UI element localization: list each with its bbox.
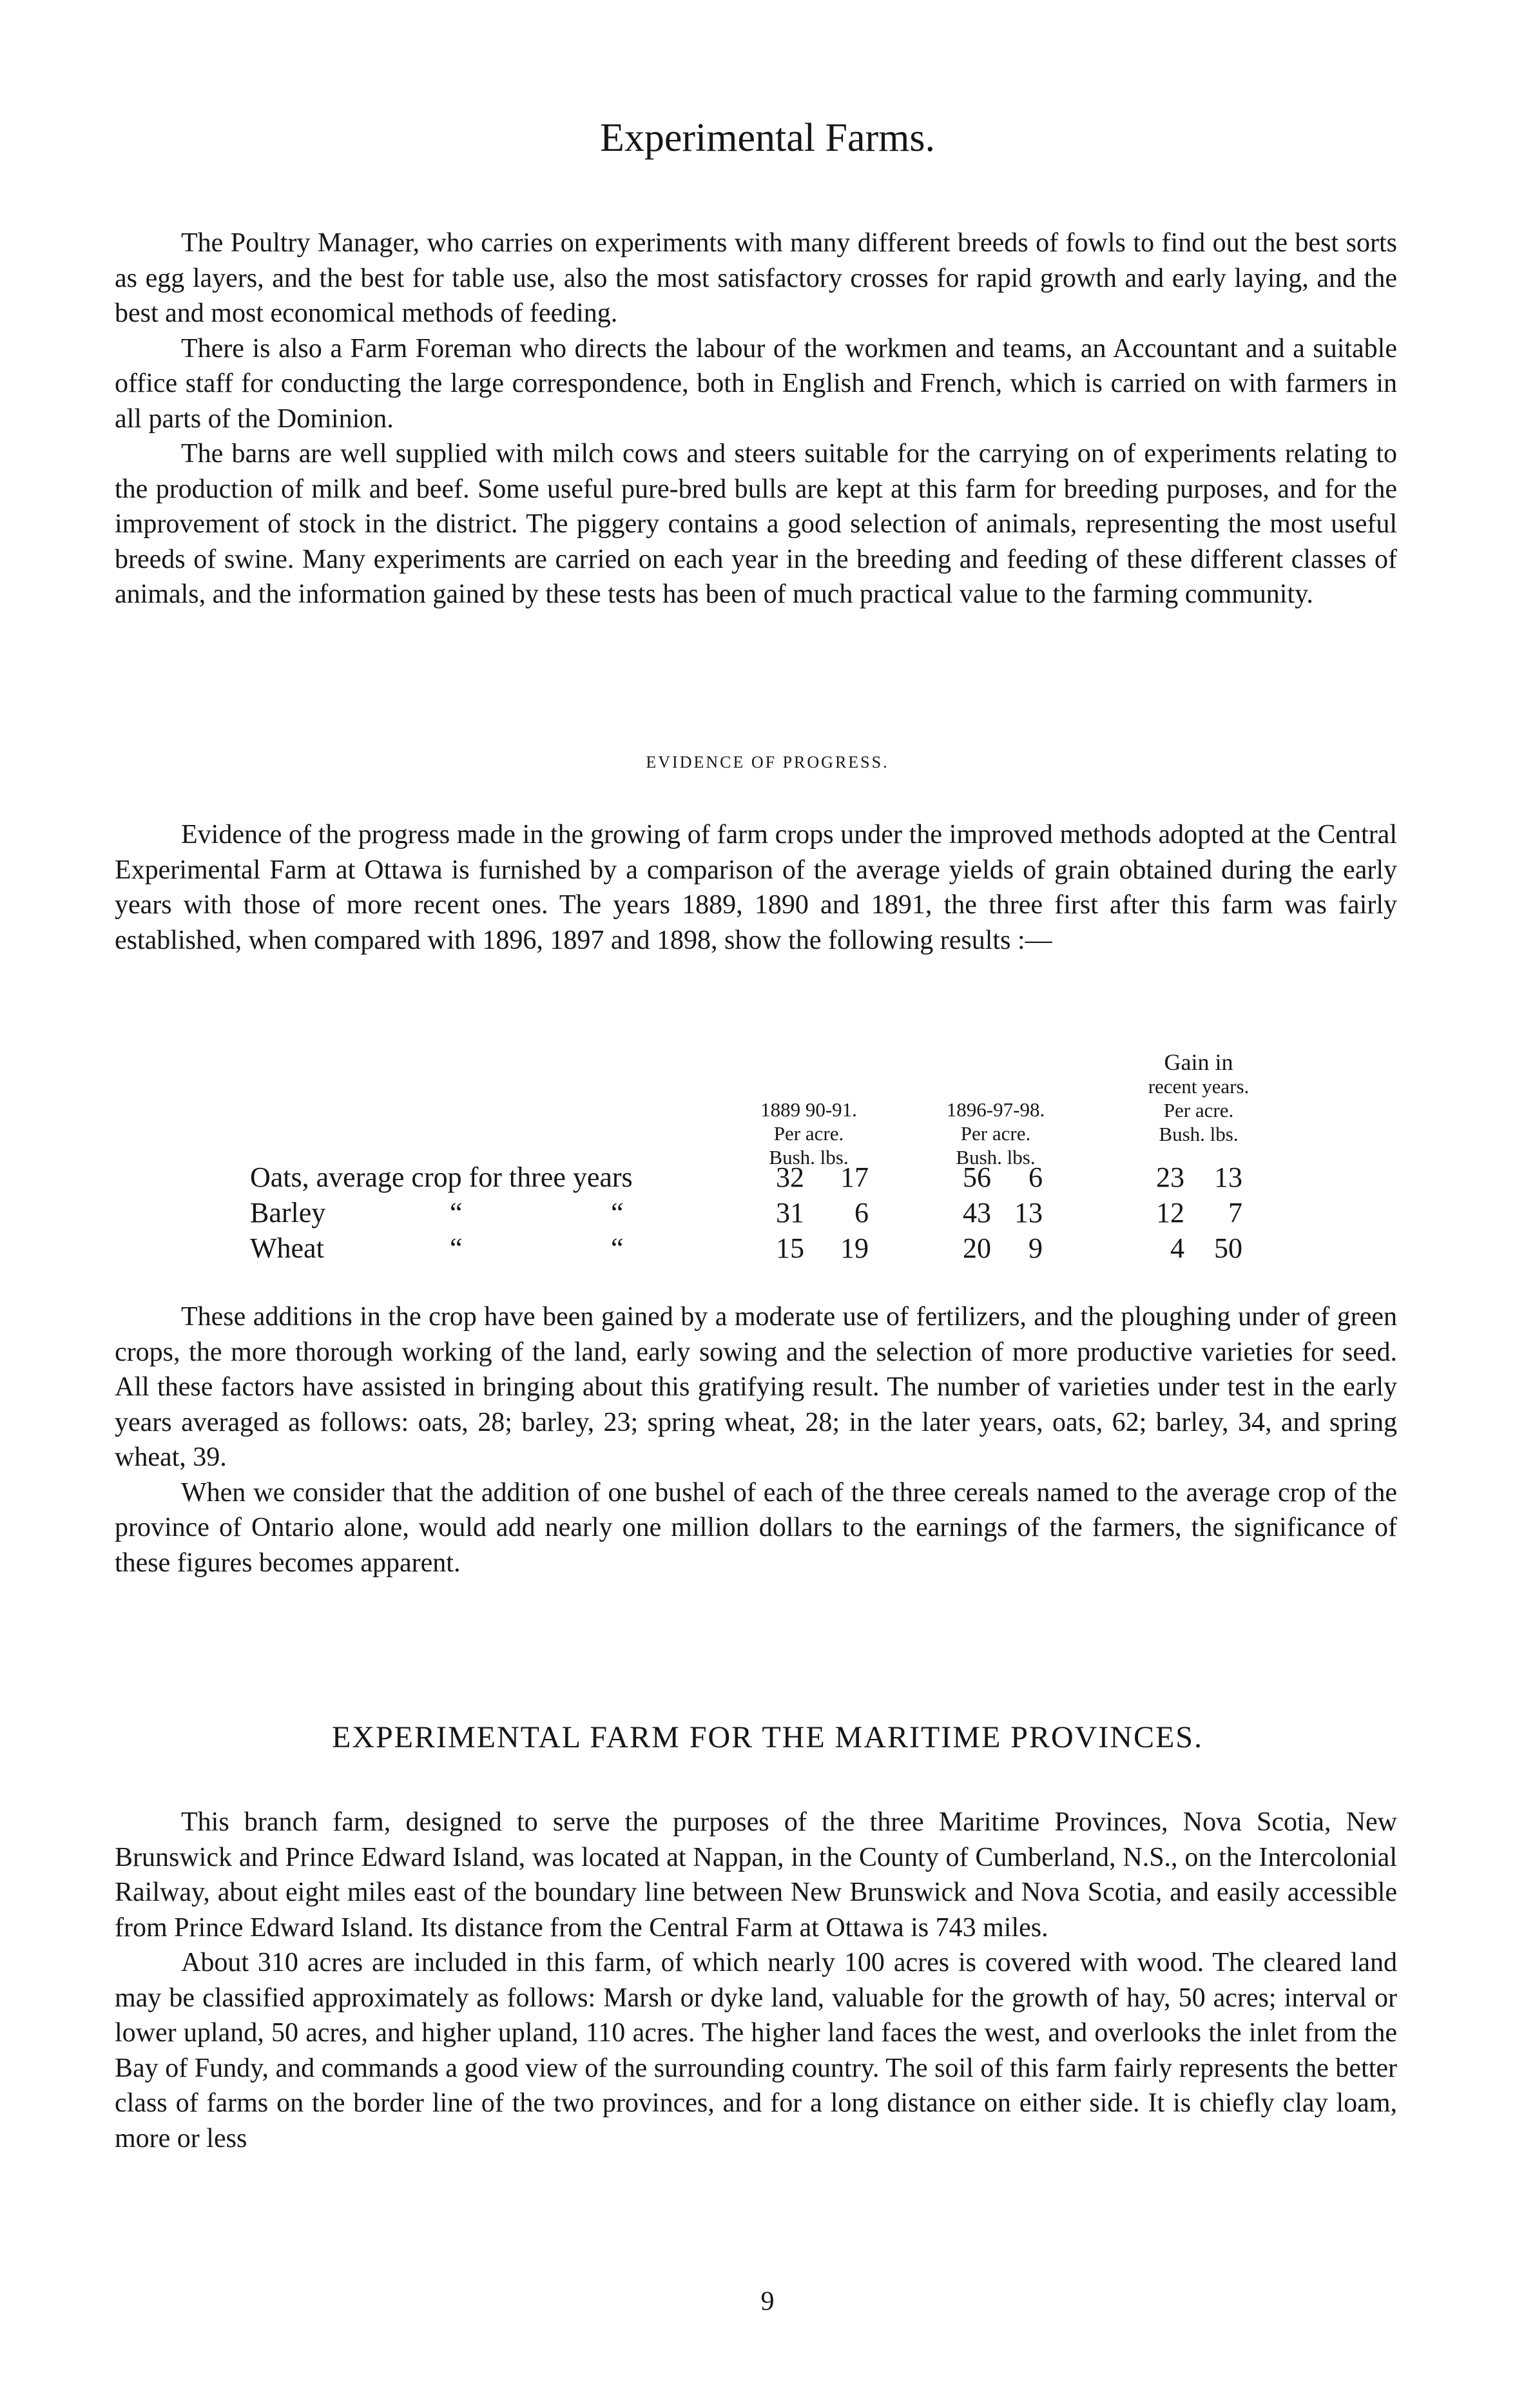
table-column-header: 1889 90-91. Per acre. Bush. lbs. — [760, 1098, 857, 1169]
ditto-mark: “ — [611, 1232, 624, 1264]
cell-value: 13 — [1014, 1197, 1043, 1228]
paragraph: This branch farm, designed to serve the purposes of the three Maritime Provinces, Nova Scotia, New Brunswick and Prince Edward Island, was located at Nappan, in the County of Cumberland, N.S., on the Intercolonial Railway, about eight miles east of the boundary line between New Brunswick and Nova Scotia, and easily accessible from Prince Edward Island. Its distance from the Central Farm at Ottawa is 743 miles. — [115, 1807, 1397, 1943]
paragraph: The Poultry Manager, who carries on experiments with many different breeds of fowls to find out the best sorts as egg layers, and the best for table use, also the most satisfactory crosses for rapid growth and early laying, and the best and most economical methods of feeding. — [115, 228, 1397, 328]
ditto-mark: “ — [450, 1197, 463, 1228]
cell-value: 19 — [840, 1232, 869, 1264]
cell-value: 32 — [776, 1161, 804, 1193]
section-heading-evidence: EVIDENCE OF PROGRESS. — [646, 753, 889, 772]
table-row — [250, 1196, 1307, 1230]
cell-value: 43 — [963, 1197, 991, 1228]
cell-value: 23 — [1156, 1161, 1184, 1193]
paragraph: These additions in the crop have been gained by a moderate use of fertilizers, and the ploughing under of green crops, the more thorough working of the land, early sowing and the selection of more productive varieties for seed. All these factors have assisted in bringing about this gratifying result. The number of varieties under test in the early years averaged as follows: oats, 28; barley, 23; spring wheat, 28; in the later years, oats, 62; barley, 34, and spring wheat, 39. — [115, 1302, 1397, 1472]
crop-label: Oats, average crop for three years — [250, 1161, 633, 1193]
crop-label: Barley — [250, 1197, 326, 1228]
paragraph: The barns are well supplied with milch cows and steers suitable for the carrying on of experiments relating to the production of milk and beef. Some useful pure-bred bulls are kept at this farm for breeding purposes, and for the improvement of stock in the district. The piggery contains a good selection of animals, representing the most useful breeds of swine. Many experiments are carried on each year in the breeding and feeding of these different classes of animals, and the information gained by these tests has been of much practical value to the farming community. — [115, 439, 1397, 609]
maritime-text — [115, 1805, 1397, 2156]
cell-value: 12 — [1156, 1197, 1184, 1228]
ditto-mark: “ — [450, 1232, 463, 1264]
cell-value: 9 — [1028, 1232, 1043, 1264]
crop-label: Wheat — [250, 1232, 324, 1264]
cell-value: 13 — [1214, 1161, 1242, 1193]
cell-value: 15 — [776, 1232, 804, 1264]
paragraph: Evidence of the progress made in the growing of farm crops under the improved methods adopted at the Central Experimental Farm at Ottawa is furnished by a comparison of the average yields of grain obtained during the early years with those of more recent ones. The years 1889, 1890 and 1891, the three first after this farm was fairly established, when compared with 1896, 1897 and 1898, show the following results :— — [115, 820, 1397, 955]
cell-value: 6 — [1028, 1161, 1043, 1193]
paragraph: There is also a Farm Foreman who directs the labour of the workmen and teams, an Accountant and a suitable office staff for conducting the large correspondence, both in English and French, which is carried on with farmers in all parts of the Dominion. — [115, 333, 1397, 434]
cell-value: 56 — [963, 1161, 991, 1193]
cell-value: 50 — [1214, 1232, 1242, 1264]
evidence-discussion — [115, 1299, 1397, 1580]
section-heading-maritime: EXPERIMENTAL FARM FOR THE MARITIME PROVINCES. — [331, 1720, 1203, 1754]
table-column-header: Gain in recent years. Per acre. Bush. lbs. — [1148, 1049, 1250, 1145]
paragraph: When we consider that the addition of one bushel of each of the three cereals named to the average crop of the province of Ontario alone, would add nearly one million dollars to the earnings of the farmers, the significance of these figures becomes apparent. — [115, 1477, 1397, 1578]
paragraph: About 310 acres are included in this farm, of which nearly 100 acres is covered with wood. The cleared land may be classified approximately as follows: Marsh or dyke land, valuable for the growth of hay, 50 acres; interval or lower upland, 50 acres, and higher upland, 110 acres. The higher land faces the west, and overlooks the inlet from the Bay of Fundy, and commands a good view of the surrounding country. The soil of this farm fairly represents the better class of farms on the border line of the two provinces, and for a long distance on either side. It is chiefly clay loam, more or less — [115, 1948, 1397, 2153]
cell-value: 31 — [776, 1197, 804, 1228]
cell-value: 17 — [840, 1161, 869, 1193]
table-row — [250, 1231, 1307, 1266]
ditto-mark: “ — [611, 1197, 624, 1228]
cell-value: 6 — [854, 1197, 869, 1228]
table-column-header: 1896-97-98. Per acre. Bush. lbs. — [946, 1098, 1045, 1169]
page-title: Experimental Farms. — [600, 116, 935, 160]
cell-value: 4 — [1170, 1232, 1184, 1264]
cell-value: 7 — [1228, 1197, 1242, 1228]
cell-value: 20 — [963, 1232, 991, 1264]
page-number: 9 — [760, 2287, 775, 2316]
table-row — [250, 1160, 1307, 1195]
evidence-intro — [115, 817, 1397, 958]
section-staff-text — [115, 226, 1397, 612]
